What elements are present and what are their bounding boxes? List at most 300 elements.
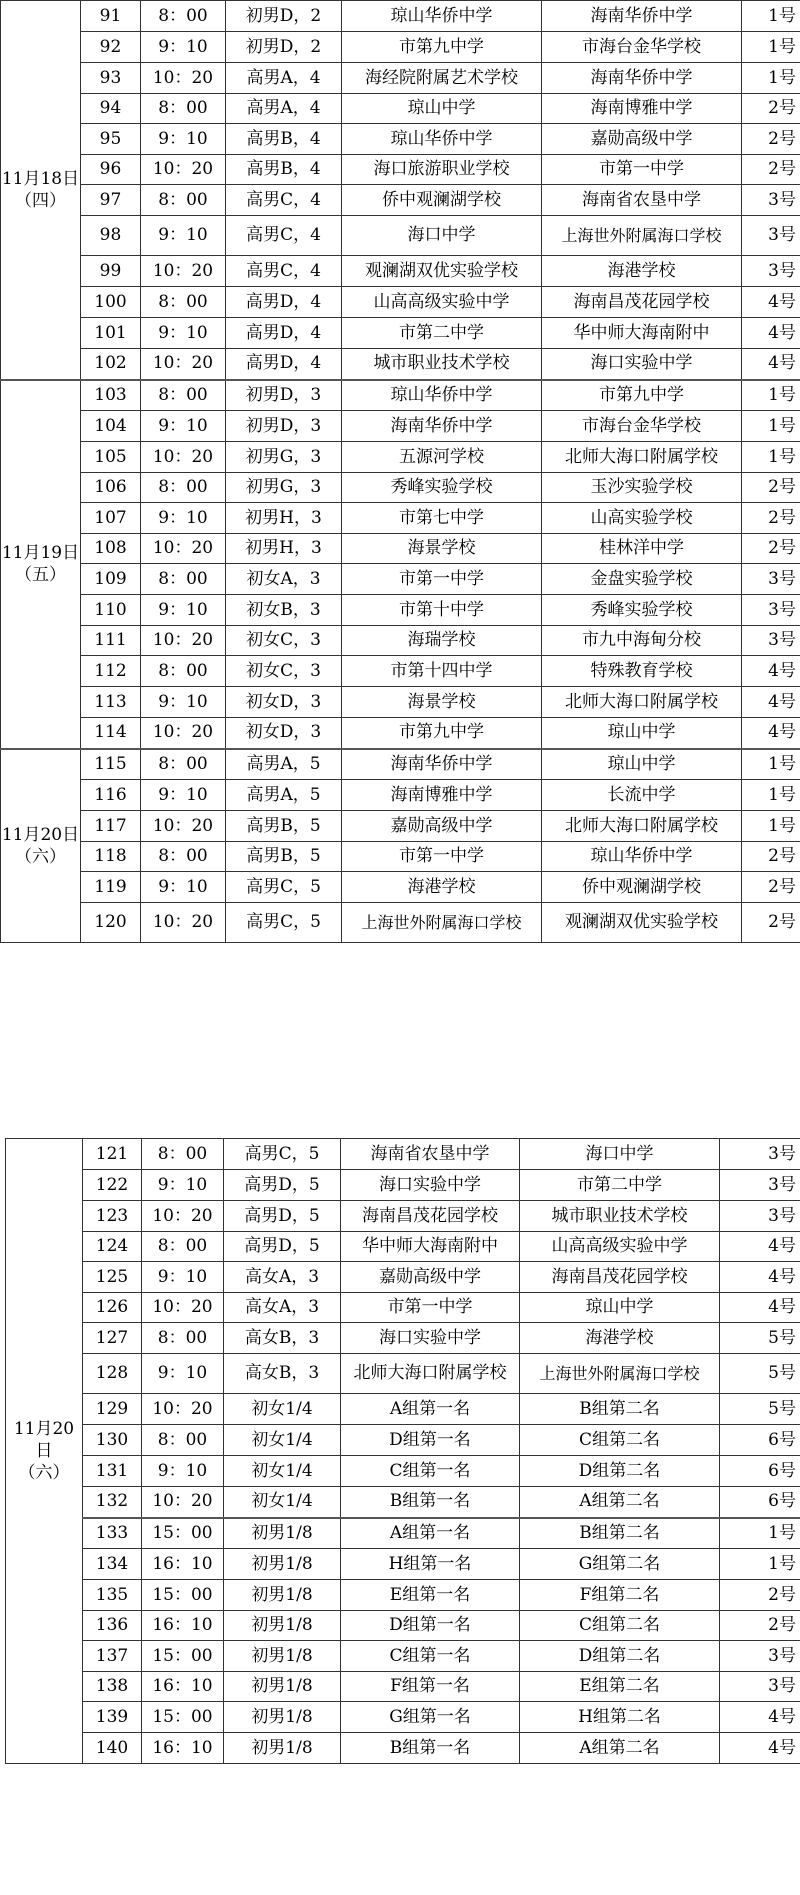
venue: 5号 [720, 1354, 800, 1394]
match-number: 97 [81, 185, 141, 216]
team-b: 琼山中学 [542, 749, 742, 780]
match-number: 122 [83, 1170, 142, 1201]
team-a: 华中师大海南附中 [341, 1232, 520, 1262]
venue: 4号 [720, 1262, 800, 1293]
match-time: 16：10 [142, 1611, 224, 1641]
match-number: 91 [81, 1, 141, 32]
match-number: 133 [83, 1518, 142, 1549]
team-b: 金盘实验学校 [542, 564, 742, 595]
date-cell [1, 380, 81, 749]
match-number: 130 [83, 1425, 142, 1456]
match-number: 131 [83, 1456, 142, 1487]
match-number: 140 [83, 1733, 142, 1764]
match-time: 10：20 [141, 626, 226, 656]
venue: 1号 [742, 749, 800, 780]
team-a: 城市职业技术学校 [342, 349, 542, 380]
table-row [6, 1293, 800, 1323]
venue: 2号 [742, 94, 800, 124]
team-b: 上海世外附属海口学校 [520, 1354, 720, 1394]
team-a: F组第一名 [341, 1672, 520, 1702]
table-row [1, 94, 800, 124]
match-time: 10：20 [142, 1394, 224, 1425]
match-time: 10：20 [141, 442, 226, 473]
table-row [1, 656, 800, 687]
match-group: 高男A，5 [226, 780, 342, 811]
venue: 1号 [742, 442, 800, 473]
match-number: 95 [81, 124, 141, 155]
team-a: 海口实验中学 [341, 1170, 520, 1201]
team-b: 桂林洋中学 [542, 534, 742, 564]
match-group: 初女1/4 [224, 1425, 341, 1456]
match-time: 10：20 [141, 811, 226, 842]
venue: 3号 [742, 185, 800, 216]
venue: 1号 [742, 380, 800, 411]
team-b: 海南昌茂花园学校 [520, 1262, 720, 1293]
match-number: 129 [83, 1394, 142, 1425]
match-time: 9：10 [141, 595, 226, 626]
venue: 3号 [720, 1641, 800, 1672]
match-group: 高男B，5 [226, 842, 342, 872]
team-a: 市第七中学 [342, 503, 542, 534]
team-a: E组第一名 [341, 1580, 520, 1611]
match-group: 高男C，5 [224, 1139, 341, 1170]
venue: 2号 [742, 155, 800, 185]
venue: 5号 [720, 1394, 800, 1425]
match-time: 10：20 [141, 256, 226, 287]
venue: 1号 [742, 411, 800, 442]
match-group: 初男1/8 [224, 1549, 341, 1580]
match-number: 108 [81, 534, 141, 564]
table-row [1, 1, 800, 32]
table-row [1, 780, 800, 811]
match-number: 121 [83, 1139, 142, 1170]
date-cell [1, 1, 81, 380]
team-b: 市第一中学 [542, 155, 742, 185]
team-a: 海口实验中学 [341, 1323, 520, 1354]
venue: 4号 [720, 1293, 800, 1323]
table-row [6, 1139, 800, 1170]
table-row [6, 1641, 800, 1672]
match-number: 123 [83, 1201, 142, 1232]
team-a: 嘉勋高级中学 [342, 811, 542, 842]
team-b: 城市职业技术学校 [520, 1201, 720, 1232]
table-row [1, 872, 800, 903]
match-group: 初女1/4 [224, 1394, 341, 1425]
team-a: B组第一名 [341, 1487, 520, 1518]
match-time: 9：10 [141, 318, 226, 349]
match-time: 10：20 [141, 63, 226, 94]
match-group: 高男B，4 [226, 124, 342, 155]
match-group: 高女A，3 [224, 1262, 341, 1293]
match-group: 高男A，5 [226, 749, 342, 780]
venue: 4号 [720, 1232, 800, 1262]
match-group: 高男C，5 [226, 872, 342, 903]
team-b: 海口实验中学 [542, 349, 742, 380]
table-row [1, 155, 800, 185]
venue: 2号 [720, 1580, 800, 1611]
match-number: 102 [81, 349, 141, 380]
team-b: 长流中学 [542, 780, 742, 811]
match-time: 9：10 [141, 124, 226, 155]
match-time: 10：20 [141, 534, 226, 564]
match-group: 高男A，4 [226, 94, 342, 124]
venue: 4号 [720, 1702, 800, 1733]
match-time: 8：00 [141, 842, 226, 872]
match-time: 10：20 [141, 718, 226, 749]
venue: 1号 [742, 780, 800, 811]
team-a: 上海世外附属海口学校 [342, 903, 542, 943]
table-row [6, 1262, 800, 1293]
match-number: 110 [81, 595, 141, 626]
venue: 3号 [742, 564, 800, 595]
table-row [1, 349, 800, 380]
team-a: 市第九中学 [342, 718, 542, 749]
venue: 2号 [742, 903, 800, 943]
weekday-label: （六） [18, 1463, 70, 1483]
match-number: 98 [81, 216, 141, 256]
team-b: 观澜湖双优实验学校 [542, 903, 742, 943]
team-a: 海经院附属艺术学校 [342, 63, 542, 94]
team-a: 海南博雅中学 [342, 780, 542, 811]
table-row [1, 534, 800, 564]
table-row [1, 124, 800, 155]
team-a: 市第一中学 [342, 564, 542, 595]
team-a: D组第一名 [341, 1425, 520, 1456]
team-b: 侨中观澜湖学校 [542, 872, 742, 903]
match-number: 104 [81, 411, 141, 442]
match-number: 120 [81, 903, 141, 943]
match-number: 132 [83, 1487, 142, 1518]
match-number: 105 [81, 442, 141, 473]
match-time: 9：10 [141, 687, 226, 718]
table-row [6, 1425, 800, 1456]
team-b: A组第二名 [520, 1487, 720, 1518]
team-a: 海景学校 [342, 534, 542, 564]
table-row [6, 1518, 800, 1549]
venue: 1号 [720, 1518, 800, 1549]
team-b: 海南华侨中学 [542, 63, 742, 94]
table-row [1, 564, 800, 595]
match-group: 初女C，3 [226, 626, 342, 656]
team-b: 海南华侨中学 [542, 1, 742, 32]
match-group: 初男1/8 [224, 1580, 341, 1611]
match-group: 高男D，5 [224, 1170, 341, 1201]
table-row [6, 1394, 800, 1425]
venue: 4号 [742, 287, 800, 318]
match-group: 高男D，5 [224, 1201, 341, 1232]
table-row [1, 287, 800, 318]
match-time: 10：20 [142, 1201, 224, 1232]
team-a: 嘉勋高级中学 [341, 1262, 520, 1293]
team-b: 市海台金华学校 [542, 411, 742, 442]
match-time: 9：10 [141, 216, 226, 256]
venue: 3号 [720, 1170, 800, 1201]
team-b: 海南博雅中学 [542, 94, 742, 124]
match-number: 106 [81, 473, 141, 503]
match-time: 9：10 [142, 1262, 224, 1293]
team-a: A组第一名 [341, 1394, 520, 1425]
team-b: 上海世外附属海口学校 [542, 216, 742, 256]
match-time: 10：20 [141, 155, 226, 185]
team-b: 北师大海口附属学校 [542, 687, 742, 718]
venue: 3号 [742, 626, 800, 656]
team-a: B组第一名 [341, 1733, 520, 1764]
team-b: D组第二名 [520, 1641, 720, 1672]
team-a: 北师大海口附属学校 [341, 1354, 520, 1394]
table-row [6, 1733, 800, 1764]
match-group: 初男1/8 [224, 1641, 341, 1672]
team-a: 海瑞学校 [342, 626, 542, 656]
team-a: 市第一中学 [342, 842, 542, 872]
team-a: C组第一名 [341, 1641, 520, 1672]
team-a: 海口中学 [342, 216, 542, 256]
table-row [6, 1487, 800, 1518]
table-row [1, 595, 800, 626]
venue: 4号 [742, 687, 800, 718]
match-time: 10：20 [141, 349, 226, 380]
weekday-label: （五） [15, 565, 66, 585]
team-a: 琼山华侨中学 [342, 124, 542, 155]
match-time: 9：10 [141, 872, 226, 903]
team-a: 市第十中学 [342, 595, 542, 626]
match-number: 116 [81, 780, 141, 811]
match-time: 8：00 [142, 1232, 224, 1262]
table-row [6, 1549, 800, 1580]
team-b: 市海台金华学校 [542, 32, 742, 63]
table-row [1, 842, 800, 872]
table-row [1, 216, 800, 256]
venue: 2号 [742, 842, 800, 872]
team-a: 琼山华侨中学 [342, 1, 542, 32]
team-a: 海口旅游职业学校 [342, 155, 542, 185]
team-a: 海南昌茂花园学校 [341, 1201, 520, 1232]
match-group: 高男C，4 [226, 216, 342, 256]
table-row [1, 380, 800, 411]
team-a: 海港学校 [342, 872, 542, 903]
match-group: 高男D，4 [226, 318, 342, 349]
team-b: D组第二名 [520, 1456, 720, 1487]
match-number: 118 [81, 842, 141, 872]
match-group: 高女A，3 [224, 1293, 341, 1323]
match-number: 99 [81, 256, 141, 287]
table-row [6, 1201, 800, 1232]
match-group: 高男C，4 [226, 185, 342, 216]
table-row [1, 473, 800, 503]
match-group: 高男A，4 [226, 63, 342, 94]
team-b: F组第二名 [520, 1580, 720, 1611]
team-b: 市九中海甸分校 [542, 626, 742, 656]
team-b: C组第二名 [520, 1611, 720, 1641]
match-time: 9：10 [141, 32, 226, 63]
match-group: 高男B，4 [226, 155, 342, 185]
table-row [1, 256, 800, 287]
match-number: 114 [81, 718, 141, 749]
date-label: 11月20日 [1, 824, 80, 845]
match-number: 107 [81, 503, 141, 534]
match-number: 111 [81, 626, 141, 656]
table-row [1, 32, 800, 63]
venue: 3号 [720, 1201, 800, 1232]
venue: 6号 [720, 1456, 800, 1487]
match-number: 134 [83, 1549, 142, 1580]
venue: 5号 [720, 1323, 800, 1354]
venue: 3号 [720, 1139, 800, 1170]
match-time: 16：10 [142, 1549, 224, 1580]
match-group: 初男1/8 [224, 1611, 341, 1641]
team-b: 华中师大海南附中 [542, 318, 742, 349]
team-a: A组第一名 [341, 1518, 520, 1549]
team-b: 琼山中学 [520, 1293, 720, 1323]
team-b: B组第二名 [520, 1518, 720, 1549]
team-b: 海港学校 [520, 1323, 720, 1354]
venue: 4号 [742, 656, 800, 687]
match-group: 高男C，4 [226, 256, 342, 287]
team-a: 秀峰实验学校 [342, 473, 542, 503]
team-b: 北师大海口附属学校 [542, 811, 742, 842]
team-a: 市第九中学 [342, 32, 542, 63]
table-row [6, 1580, 800, 1611]
match-time: 15：00 [142, 1580, 224, 1611]
match-group: 初男1/8 [224, 1672, 341, 1702]
team-a: 侨中观澜湖学校 [342, 185, 542, 216]
match-group: 高女B，3 [224, 1323, 341, 1354]
match-group: 初男1/8 [224, 1702, 341, 1733]
table-row [1, 503, 800, 534]
match-time: 9：10 [141, 503, 226, 534]
venue: 4号 [720, 1733, 800, 1764]
match-number: 100 [81, 287, 141, 318]
match-number: 113 [81, 687, 141, 718]
table-row [6, 1702, 800, 1733]
match-group: 初男G，3 [226, 473, 342, 503]
match-time: 8：00 [141, 564, 226, 595]
date-label: 11月19日 [1, 543, 80, 563]
match-group: 高女B，3 [224, 1354, 341, 1394]
match-time: 9：10 [141, 411, 226, 442]
match-number: 125 [83, 1262, 142, 1293]
match-group: 初女B，3 [226, 595, 342, 626]
team-b: 山高高级实验中学 [520, 1232, 720, 1262]
match-time: 8：00 [141, 287, 226, 318]
table-row [1, 811, 800, 842]
venue: 2号 [742, 872, 800, 903]
venue: 3号 [742, 216, 800, 256]
table-row [1, 903, 800, 943]
match-group: 初女1/4 [224, 1456, 341, 1487]
match-time: 8：00 [141, 656, 226, 687]
table-row [1, 63, 800, 94]
venue: 2号 [742, 124, 800, 155]
team-a: 海南华侨中学 [342, 749, 542, 780]
match-number: 112 [81, 656, 141, 687]
match-group: 初女C，3 [226, 656, 342, 687]
table-row [6, 1323, 800, 1354]
date-cell [1, 749, 81, 943]
match-time: 9：10 [142, 1170, 224, 1201]
team-a: C组第一名 [341, 1456, 520, 1487]
match-time: 9：10 [141, 780, 226, 811]
team-b: G组第二名 [520, 1549, 720, 1580]
team-a: 市第十四中学 [342, 656, 542, 687]
match-group: 初男1/8 [224, 1518, 341, 1549]
team-a: 海南华侨中学 [342, 411, 542, 442]
venue: 1号 [742, 32, 800, 63]
team-b: 海口中学 [520, 1139, 720, 1170]
match-time: 8：00 [141, 1, 226, 32]
match-group: 高男D，4 [226, 287, 342, 318]
match-time: 10：20 [142, 1487, 224, 1518]
table-row [1, 687, 800, 718]
match-time: 16：10 [142, 1733, 224, 1764]
team-b: 嘉勋高级中学 [542, 124, 742, 155]
match-number: 117 [81, 811, 141, 842]
weekday-label: （六） [15, 846, 66, 867]
venue: 6号 [720, 1425, 800, 1456]
team-a: D组第一名 [341, 1611, 520, 1641]
venue: 1号 [742, 811, 800, 842]
match-number: 128 [83, 1354, 142, 1394]
match-group: 初女D，3 [226, 718, 342, 749]
venue: 4号 [742, 349, 800, 380]
match-group: 初女1/4 [224, 1487, 341, 1518]
match-group: 初女A，3 [226, 564, 342, 595]
table-row [6, 1672, 800, 1702]
match-group: 初男H，3 [226, 503, 342, 534]
match-number: 136 [83, 1611, 142, 1641]
match-number: 135 [83, 1580, 142, 1611]
team-b: 山高实验学校 [542, 503, 742, 534]
team-b: 北师大海口附属学校 [542, 442, 742, 473]
venue: 6号 [720, 1487, 800, 1518]
venue: 3号 [742, 256, 800, 287]
venue: 1号 [720, 1549, 800, 1580]
match-number: 92 [81, 32, 141, 63]
match-group: 初男H，3 [226, 534, 342, 564]
weekday-label: （四） [15, 190, 66, 211]
match-time: 8：00 [141, 473, 226, 503]
venue: 4号 [742, 718, 800, 749]
match-group: 高男C，5 [226, 903, 342, 943]
match-time: 8：00 [141, 185, 226, 216]
table-row [1, 318, 800, 349]
team-b: 市第九中学 [542, 380, 742, 411]
match-time: 9：10 [142, 1456, 224, 1487]
venue: 1号 [742, 1, 800, 32]
match-number: 115 [81, 749, 141, 780]
match-time: 9：10 [142, 1354, 224, 1394]
team-b: A组第二名 [520, 1733, 720, 1764]
table-row [1, 626, 800, 656]
team-b: H组第二名 [520, 1702, 720, 1733]
match-number: 109 [81, 564, 141, 595]
match-time: 8：00 [142, 1425, 224, 1456]
team-a: 海南省农垦中学 [341, 1139, 520, 1170]
team-a: 山高高级实验中学 [342, 287, 542, 318]
match-group: 高男D，4 [226, 349, 342, 380]
venue: 4号 [742, 318, 800, 349]
venue: 3号 [720, 1672, 800, 1702]
match-number: 126 [83, 1293, 142, 1323]
match-group: 初男G，3 [226, 442, 342, 473]
team-a: H组第一名 [341, 1549, 520, 1580]
match-number: 138 [83, 1672, 142, 1702]
match-number: 139 [83, 1702, 142, 1733]
table-row [6, 1611, 800, 1641]
match-time: 10：20 [142, 1293, 224, 1323]
team-b: E组第二名 [520, 1672, 720, 1702]
team-a: 市第二中学 [342, 318, 542, 349]
match-number: 124 [83, 1232, 142, 1262]
